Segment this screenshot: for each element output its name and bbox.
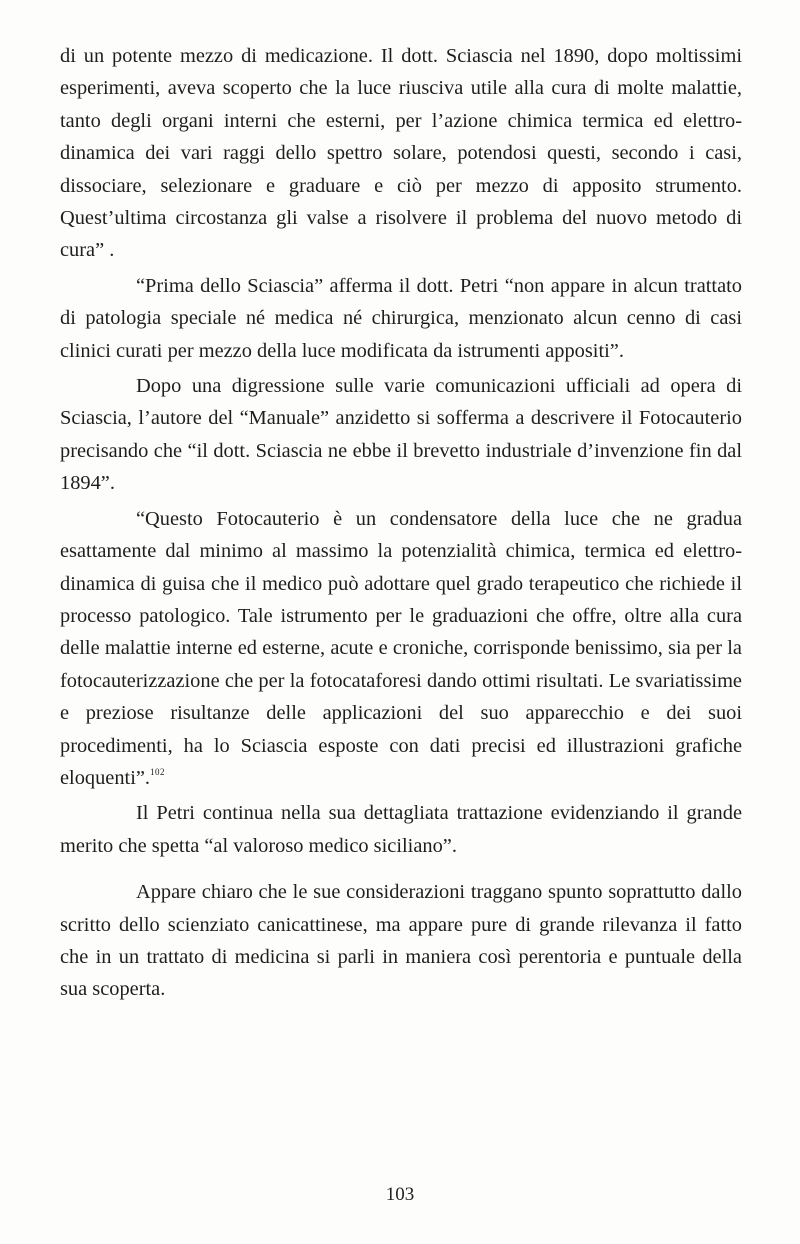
- paragraph-conclusion: Appare chiaro che le sue considerazioni traggano spunto soprattutto dallo scritto dello scienziato canicattinese, ma appare pure di grande rilevanza il fatto che in un trattato di medicina si parli in maniera così perentoria e puntuale della sua scoperta.: [60, 881, 742, 1001]
- paragraph-digression: Dopo una digressione sulle varie comunicazioni ufficiali ad opera di Sciascia, l’autore del “Manuale” anzidetto si sofferma a descrivere il Fotocauterio precisando che “il dott. Sciascia ne ebbe il brevetto industriale d’invenzione fin dal 1894”.: [60, 375, 742, 495]
- footnote-marker: 102: [150, 766, 166, 777]
- body-text: [60, 40, 742, 1006]
- paragraph-fotocauterio: [60, 503, 742, 795]
- paragraph-fotocauterio-text: “Questo Fotocauterio è un condensatore della luce che ne gradua esattamente dal minimo al massimo la potenzialità chimica, termica ed elettro-dinamica di guisa che il medico può adottare quel grado terapeutico che richiede il processo patologico. Tale istrumento per le graduazioni che offre, oltre alla cura delle malattie interne ed esterne, acute e croniche, corrisponde benissimo, sia per la fotocauterizzazione che per la fotocataforesi dando ottimi risultati. Le svariatissime e preziose risultanze delle applicazioni del suo apparecchio e dei suoi procedimenti, ha lo Sciascia esposte con dati precisi ed illustrazioni grafiche eloquenti”.: [60, 507, 742, 789]
- paragraph-continuation: di un potente mezzo di medicazione. Il dott. Sciascia nel 1890, dopo moltissimi esperimenti, aveva scoperto che la luce riusciva utile alla cura di molte malattie, tanto degli organi interni che esterni, per l’azione chimica termica ed elettro-dinamica dei vari raggi dello spettro solare, potendosi questi, secondo i casi, dissociare, selezionare e graduare e ciò per mezzo di apposito strumento. Quest’ultima circostanza gli valse a risolvere il problema del nuovo metodo di cura” .: [60, 45, 742, 262]
- page-number: 103: [385, 1184, 415, 1205]
- paragraph-petri-continua: Il Petri continua nella sua dettagliata trattazione evidenziando il grande merito che spetta “al valoroso medico siciliano”.: [60, 802, 742, 857]
- paragraph-petri-quote: “Prima dello Sciascia” afferma il dott. Petri “non appare in alcun trattato di patologia speciale né medica né chirurgica, menzionato alcun cenno di casi clinici curati per mezzo della luce modificata da istrumenti appositi”.: [60, 274, 742, 362]
